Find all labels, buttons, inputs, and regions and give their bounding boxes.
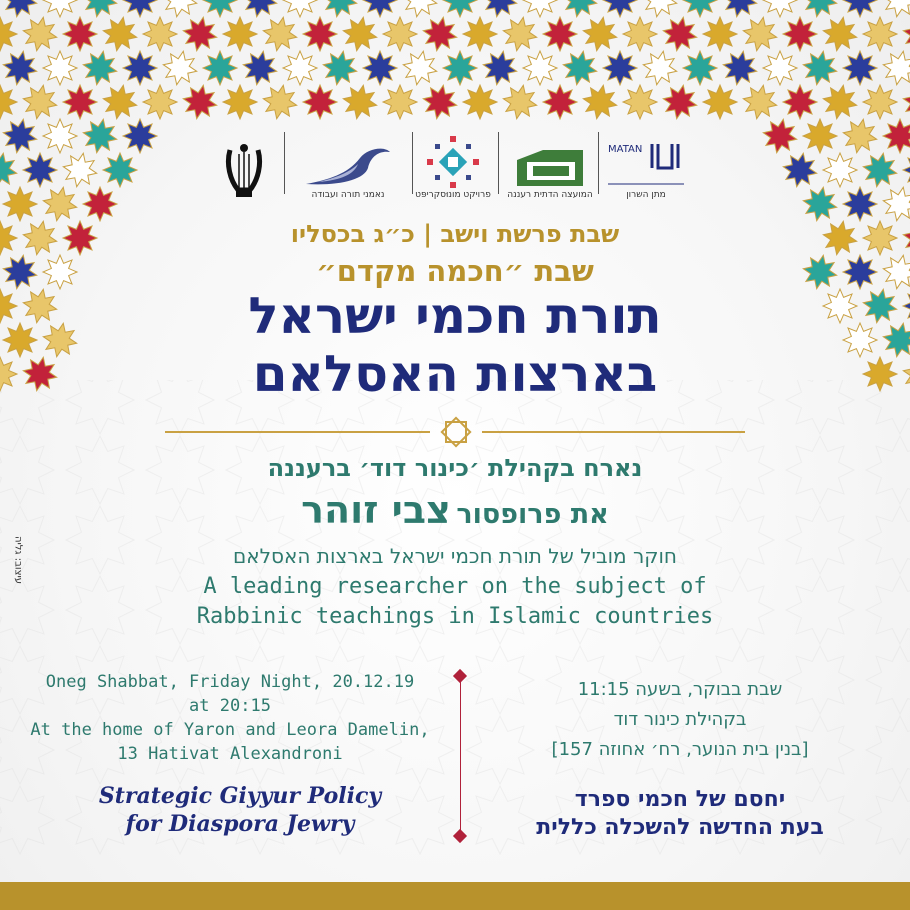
column-separator [460, 676, 461, 836]
mosaic-star [303, 17, 337, 51]
mosaic-star [83, 119, 116, 152]
mosaic-star [663, 85, 696, 118]
mosaic-star [63, 85, 97, 119]
mosaic-star [223, 17, 257, 51]
logo-separator [284, 132, 285, 194]
mosaic-star [623, 85, 657, 119]
mosaic-star [243, 51, 276, 84]
mosaic-star [63, 17, 97, 51]
mosaic-star [103, 17, 136, 50]
mosaic-star [3, 187, 37, 221]
shabbat-theme-line: שבת ״חכמה מקדם״ [316, 254, 594, 288]
raanana-council-logo-label: המועצה הדתית רעננה [507, 190, 593, 200]
friday-event-line-4: 13 Hativat Alexandroni [117, 744, 343, 764]
mosaic-star [823, 17, 856, 50]
speaker-description-english-1: A leading researcher on the subject of [203, 574, 707, 599]
friday-talk-title-line-1: Strategic Giyyur Policy [98, 783, 382, 809]
friday-event-line-2: at 20:15 [189, 696, 271, 716]
matan-sharon-logo-label: מתן השרון [626, 190, 666, 200]
mosaic-star [603, 0, 637, 17]
saturday-event-line-2: בקהילת כינור דוד [613, 709, 747, 730]
mosaic-star [463, 85, 497, 119]
mosaic-star [43, 119, 77, 153]
emunei-torah-logo-label: נאמני תורה ועבודה [311, 190, 385, 200]
main-title-line-1: תורת חכמי ישראל [248, 287, 662, 345]
mosaic-star [3, 0, 36, 17]
mosaic-star [343, 85, 376, 118]
mosaic-star [83, 51, 116, 84]
friday-talk-title [40, 782, 440, 838]
mosaic-star [43, 51, 77, 85]
mosaic-star [343, 17, 376, 50]
mosaic-star [583, 17, 616, 50]
divider-left [165, 431, 430, 433]
mosaic-star [903, 153, 910, 187]
mosaic-star [463, 17, 497, 51]
mosaic-star [363, 51, 397, 85]
mosaic-star [723, 51, 756, 84]
mosaic-star [283, 51, 317, 85]
mosaic-star [743, 17, 776, 50]
mosaic-star [903, 17, 910, 50]
logo-separator [412, 132, 413, 194]
mosaic-star [443, 0, 477, 17]
matan-sharon-logo [604, 128, 688, 200]
speaker-description-hebrew: חוקר מוביל של תורת חכמי ישראל בארצות האסלאם [233, 544, 677, 568]
saturday-event-line-3: [בנין בית הנוער, רח׳ אחוזה 157] [551, 739, 809, 760]
mosaic-star [843, 0, 877, 17]
mosaic-star [823, 85, 856, 118]
mosaic-star [663, 17, 696, 50]
mosaic-star [523, 0, 557, 17]
mosaic-star [863, 17, 897, 51]
mosaic-star [543, 17, 577, 51]
date-line: שבת פרשת וישב | כ״ג בכסליו [290, 220, 620, 248]
mosaic-star [763, 51, 797, 85]
mosaic-star [0, 85, 17, 119]
mosaic-star [163, 0, 196, 17]
friday-event-line-3: At the home of Yaron and Leora Damelin, [30, 720, 430, 740]
mosaic-star [183, 85, 216, 118]
mosaic-star [103, 153, 137, 187]
lyre-logo-icon [224, 140, 264, 200]
designer-credit [6, 500, 30, 620]
mosaic-star [863, 153, 896, 186]
mosaic-star [623, 17, 657, 51]
raanana-council-logo-icon [513, 146, 587, 190]
mosaic-star [83, 187, 117, 221]
mosaic-star [443, 51, 477, 85]
mosaic-star [783, 85, 817, 119]
mosaic-star [283, 0, 317, 17]
emunei-torah-logo [296, 128, 400, 200]
mosaic-star [423, 85, 456, 118]
mosaic-star [3, 51, 36, 84]
lyre-logo [222, 128, 266, 200]
mosaic-star [143, 85, 177, 119]
mosaic-star [263, 85, 296, 118]
saturday-talk-title-line-2: בעת החדשה להשכלה כללית [536, 815, 824, 840]
manuscript-project-logo-label: פרויקט מונוּסקריפּט [415, 190, 491, 200]
mosaic-star [403, 0, 436, 17]
mosaic-star [823, 153, 857, 187]
saturday-talk-title [470, 786, 890, 842]
mosaic-star [383, 17, 417, 51]
mosaic-star [643, 0, 676, 17]
mosaic-star [803, 119, 837, 153]
mosaic-star [423, 17, 456, 50]
mosaic-star [103, 85, 136, 118]
speaker-description-english-2: Rabbinic teachings in Islamic countries [196, 604, 714, 629]
logo-separator [598, 132, 599, 194]
friday-talk-title-line-2: for Diaspora Jewry [125, 811, 355, 837]
mosaic-star [123, 51, 157, 85]
mosaic-star [0, 17, 17, 51]
matan-sharon-logo-icon [606, 140, 686, 190]
mosaic-star [403, 51, 436, 84]
mosaic-star [903, 85, 910, 118]
mosaic-star [563, 0, 596, 17]
mosaic-star [183, 17, 216, 50]
mosaic-star [323, 51, 356, 84]
mosaic-star [43, 187, 76, 220]
mosaic-star [203, 51, 237, 85]
mosaic-star [483, 0, 516, 17]
speaker-name: צבי זוהר [301, 488, 451, 532]
mosaic-star [83, 0, 116, 17]
mosaic-star [683, 51, 717, 85]
svg-text:MATAN: MATAN [608, 144, 643, 155]
bottom-gold-bar [0, 882, 910, 910]
emunei-torah-logo-icon [298, 144, 398, 190]
mosaic-star [683, 0, 717, 17]
mosaic-star [383, 85, 417, 119]
divider-right [482, 431, 745, 433]
mosaic-star [243, 0, 276, 17]
mosaic-star [643, 51, 676, 84]
manuscript-project-logo [415, 128, 491, 200]
mosaic-star [23, 85, 56, 118]
mosaic-star [763, 0, 797, 17]
mosaic-star [883, 187, 910, 220]
mosaic-star [803, 187, 836, 220]
mosaic-star [163, 51, 196, 84]
mosaic-star [863, 85, 897, 119]
mosaic-star [783, 153, 816, 186]
mosaic-star [703, 17, 737, 51]
mosaic-star [723, 0, 756, 17]
mosaic-star [0, 153, 17, 186]
mosaic-star [603, 51, 637, 85]
mosaic-star [223, 85, 257, 119]
designer-credit-text: עיצוב: גליה [12, 535, 24, 585]
speaker-prefix: את פרופסור [456, 499, 609, 530]
mosaic-star [843, 51, 877, 85]
mosaic-star [23, 153, 57, 187]
main-title-line-2: בארצות האסלאם [252, 345, 658, 403]
mosaic-star [63, 153, 96, 186]
star-ornament-icon [436, 412, 476, 452]
mosaic-star [783, 17, 817, 51]
mosaic-star [743, 85, 776, 118]
mosaic-star [203, 0, 237, 17]
mosaic-star [523, 51, 557, 85]
mosaic-star [3, 119, 36, 152]
mosaic-star [543, 85, 577, 119]
mosaic-star [703, 85, 737, 119]
mosaic-star [323, 0, 356, 17]
mosaic-star [843, 187, 877, 221]
mosaic-star [263, 17, 296, 50]
manuscript-project-logo-icon [425, 134, 481, 190]
mosaic-star [803, 51, 836, 84]
host-line: נארח בקהילת ׳כינור דוד׳ ברעננה [267, 454, 643, 482]
mosaic-star [763, 119, 796, 152]
logo-separator [498, 132, 499, 194]
mosaic-star [23, 17, 56, 50]
mosaic-star [563, 51, 596, 84]
mosaic-star [883, 0, 910, 17]
saturday-talk-title-line-1: יחסם של חכמי ספרד [574, 787, 786, 812]
saturday-event-line-1: שבת בבוקר, בשעה 11:15 [577, 679, 783, 700]
mosaic-star [883, 51, 910, 84]
mosaic-star [123, 119, 157, 153]
mosaic-star [503, 85, 536, 118]
mosaic-star [803, 0, 836, 17]
friday-event-line-1: Oneg Shabbat, Friday Night, 20.12.19 [45, 672, 415, 692]
mosaic-star [583, 85, 616, 118]
mosaic-star [303, 85, 337, 119]
raanana-council-logo [508, 128, 592, 200]
mosaic-star [503, 17, 536, 50]
mosaic-star [143, 17, 177, 51]
speaker-line [0, 488, 910, 532]
mosaic-star [43, 0, 77, 17]
mosaic-star [363, 0, 397, 17]
mosaic-star [123, 0, 157, 17]
mosaic-star [883, 119, 910, 153]
mosaic-star [843, 119, 876, 152]
mosaic-star [483, 51, 516, 84]
